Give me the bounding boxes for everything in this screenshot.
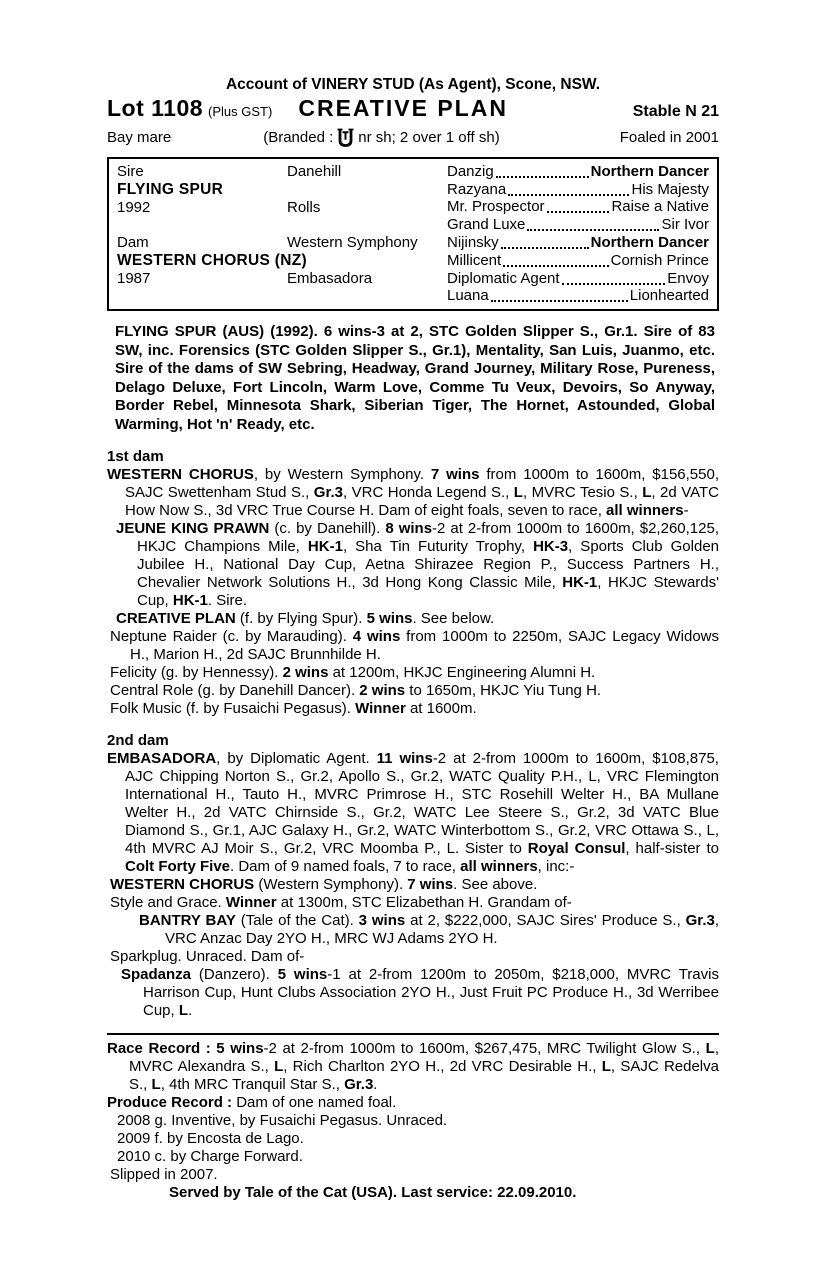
dam-year: 1987 (117, 269, 151, 287)
dot-leader (496, 176, 589, 178)
second-dam-paragraph: EMBASADORA, by Diplomatic Agent. 11 wins-2 at 2-from 1000m to 1600m, $108,875, AJC Chipping Norton S., Gr.2, Apollo S., Gr.2, WATC Quality P.H., L, VRC Flemington International H., Tauto H., MVRC Primrose H., STC Rosehill Welter H., BA Mullane Welter H., 2d VATC Chirnside S., Gr.2, WATC Lee Steere S., Gr.2, 3d VATC Blue Diamond S., Gr.1, AJC Galaxy H., Gr.2, WATC Winterbottom S., Gr.2, VRC Ottawa S., L, 4th MVRC AJ Moir S., Gr.2, VRC Moomba P., L. Sister to Royal Consul, half-sister to Colt Forty Five. Dam of 9 named foals, 7 to race, all winners, inc:- (107, 750, 719, 876)
horse-detail-row (107, 128, 719, 148)
grandparent-name: Rolls (287, 198, 321, 216)
first-dam-paragraph: WESTERN CHORUS, by Western Symphony. 7 wins from 1000m to 1600m, $156,550, SAJC Swettenham Stud S., Gr.3, VRC Honda Legend S., L, MVRC Tesio S., L, 2d VATC How Now S., 3d VRC True Course H. Dam of eight foals, seven to race, all winners- (107, 466, 719, 520)
horse-name: CREATIVE PLAN (298, 95, 508, 121)
pedigree-table (107, 157, 719, 311)
dot-leader (527, 229, 659, 231)
pedigree-row: Grand Luxe Sir Ivor (447, 216, 709, 234)
progeny-sparkplug: Sparkplug. Unraced. Dam of- (110, 948, 305, 966)
sire-label: Sire (117, 163, 144, 180)
progeny-jeune-king-prawn: JEUNE KING PRAWN (c. by Danehill). 8 wins-2 at 2-from 1000m to 1600m, $2,260,125, HKJC Champions Mile, HK-1, Sha Tin Futurity Trophy, HK-3, Sports Club Golden Jubilee H., National Day Cup, Aetna Shirazee Region P., Success Partners H., Chevalier Network Solutions H., 3d Hong Kong Classic Mile, HK-1, HKJC Stewards' Cup, HK-1. Sire. (116, 520, 720, 610)
pedigree-col-ancestors (447, 163, 709, 305)
branded-prefix: (Branded : (263, 129, 334, 146)
progeny-central-role: Central Role (g. by Danehill Dancer). 2 wins to 1650m, HKJC Yiu Tung H. (110, 682, 602, 700)
pedigree-row: Razyana His Majesty (447, 180, 709, 198)
progeny-bantry-bay: BANTRY BAY (Tale of the Cat). 3 wins at 2, $222,000, SAJC Sires' Produce S., Gr.3, VRC Anzac Day 2YO H., MRC WJ Adams 2YO H. (139, 912, 719, 948)
pedigree-row: Nijinsky Northern Dancer (447, 233, 709, 251)
lot-title-row (107, 95, 719, 121)
sire-summary: FLYING SPUR (AUS) (1992). 6 wins-3 at 2, STC Golden Slipper S., Gr.1. Sire of 83 SW, inc. Forensics (STC Golden Slipper S., Gr.1), Mentality, San Luis, Juanmo, etc. Sire of the dams of SW Sebring, Headway, Grand Journey, Military Rose, Pureness, Delago Deluxe, Fort Lincoln, Warm Love, Comme Tu Veux, Devoirs, So Anyway, Border Rebel, Minnesota Shark, Siberian Tiger, The Hornet, Astounded, Global Warming, Hot 'n' Ready, etc. (115, 323, 715, 433)
pedigree-row: Danzig Northern Dancer (447, 162, 709, 180)
progeny-western-chorus: WESTERN CHORUS (Western Symphony). 7 wins. See above. (110, 876, 538, 894)
pedigree-col-grandparents (287, 163, 447, 305)
dam-label: Dam (117, 234, 149, 252)
progeny-neptune-raider: Neptune Raider (c. by Marauding). 4 wins from 1000m to 2250m, SAJC Legacy Widows H., Marion H., 2d SAJC Brunnhilde H. (110, 628, 719, 664)
sire-name: FLYING SPUR (117, 180, 224, 198)
slipped-note: Slipped in 2007. (110, 1166, 218, 1184)
gst-note: (Plus GST) (208, 104, 273, 119)
dot-leader (547, 211, 610, 213)
served-by-line: Served by Tale of the Cat (USA). Last service: 22.09.2010. (169, 1184, 577, 1202)
stable-number: Stable N 21 (632, 103, 719, 120)
grandparent-name: Embasadora (287, 269, 373, 287)
second-dam-heading: 2nd dam (107, 732, 169, 750)
sire-year: 1992 (117, 198, 151, 216)
lot-number: Lot 1108 (107, 95, 204, 121)
grandparent-name: Danehill (287, 163, 342, 180)
produce-foal-2008: 2008 g. Inventive, by Fusaichi Pegasus. Unraced. (117, 1112, 448, 1130)
section-divider (107, 1033, 719, 1035)
pedigree-row: Luana Lionhearted (447, 287, 709, 305)
produce-foal-2009: 2009 f. by Encosta de Lago. (117, 1130, 304, 1148)
progeny-style-and-grace: Style and Grace. Winner at 1300m, STC Elizabethan H. Grandam of- (110, 894, 572, 912)
progeny-folk-music: Folk Music (f. by Fusaichi Pegasus). Winner at 1600m. (110, 700, 477, 718)
catalogue-page (107, 76, 719, 1202)
dam-name: WESTERN CHORUS (NZ) (117, 251, 307, 269)
grandparent-name: Western Symphony (287, 234, 418, 252)
produce-foal-2010: 2010 c. by Charge Forward. (117, 1148, 303, 1166)
progeny-spadanza: Spadanza (Danzero). 5 wins-1 at 2-from 1200m to 2050m, $218,000, MVRC Travis Harrison Cup, Hunt Clubs Association 2YO H., Just Fruit PC Produce H., 3d Werribee Cup, L. (121, 966, 719, 1020)
account-line: Account of VINERY STUD (As Agent), Scone, NSW. (225, 76, 601, 93)
branded-text (263, 128, 500, 148)
brand-mark-icon (337, 128, 354, 148)
dot-leader (501, 247, 589, 249)
first-dam-heading: 1st dam (107, 448, 164, 466)
produce-record: Produce Record : Dam of one named foal. (107, 1094, 397, 1112)
pedigree-row: Millicent Cornish Prince (447, 251, 709, 269)
dot-leader (562, 283, 666, 285)
branded-suffix: nr sh; 2 over 1 off sh) (358, 129, 500, 146)
foaled-year: Foaled in 2001 (619, 129, 719, 146)
progeny-creative-plan: CREATIVE PLAN (f. by Flying Spur). 5 wins. See below. (116, 610, 495, 628)
dot-leader (503, 265, 608, 267)
pedigree-row: Mr. Prospector Raise a Native (447, 198, 709, 216)
progeny-felicity: Felicity (g. by Hennessy). 2 wins at 1200m, HKJC Engineering Alumni H. (110, 664, 596, 682)
pedigree-row: Diplomatic Agent Envoy (447, 269, 709, 287)
sex-description: Bay mare (107, 129, 172, 146)
dot-leader (491, 300, 628, 302)
race-record: Race Record : 5 wins-2 at 2-from 1000m to 1600m, $267,475, MRC Twilight Glow S., L, MVRC Alexandra S., L, Rich Charlton 2YO H., 2d VRC Desirable H., L, SAJC Redelva S., L, 4th MRC Tranquil Star S., Gr.3. (107, 1040, 720, 1094)
dot-leader (508, 194, 629, 196)
